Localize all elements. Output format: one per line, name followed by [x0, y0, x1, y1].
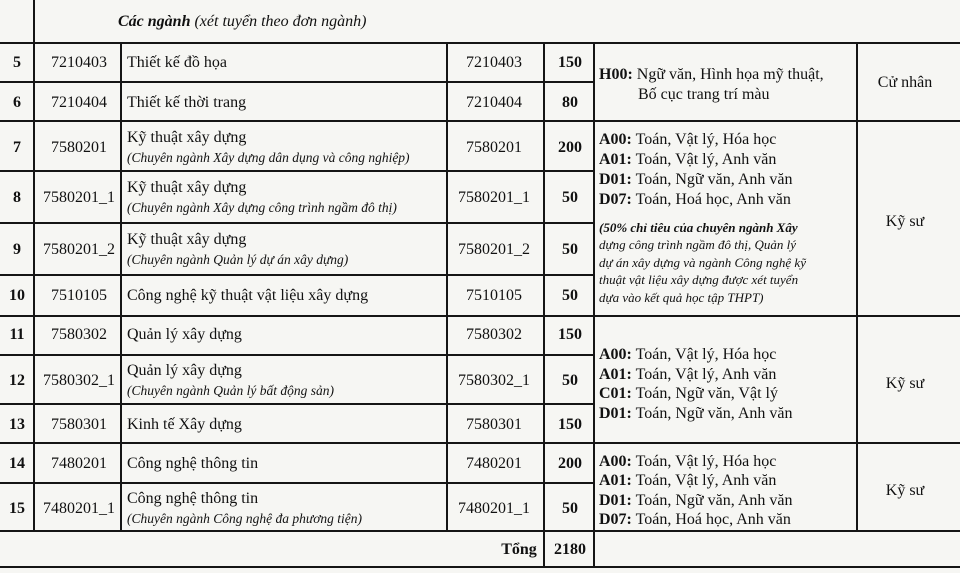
rule [0, 81, 594, 83]
combo-line [638, 85, 770, 105]
row-code2: 7210403 [466, 54, 522, 71]
rule [120, 42, 122, 530]
section-title [118, 12, 367, 32]
combo-line [599, 491, 792, 511]
combo-code: D01: [599, 171, 632, 188]
row-stt: 11 [9, 326, 25, 343]
combo-code: C01: [599, 385, 632, 402]
row-stt: 8 [13, 189, 21, 206]
combo-line [599, 190, 791, 210]
row-code: 7580301 [51, 416, 107, 433]
combo-subjects: Toán, Hoá học, Anh văn [635, 511, 791, 528]
row-name: Kỹ thuật xây dựng [127, 129, 247, 146]
combo-code: A01: [599, 472, 632, 489]
rule [0, 354, 594, 356]
rule [446, 42, 448, 530]
row-code2: 7580201 [466, 139, 522, 156]
combo-subjects: Toán, Hoá học, Anh văn [635, 191, 791, 208]
combo-line [599, 365, 776, 385]
degree-label: Kỹ sư [885, 482, 925, 499]
row-code: 7580201_2 [43, 241, 115, 258]
section-title-label: Các ngành [118, 13, 191, 30]
combo-line [599, 452, 776, 472]
rule [0, 566, 960, 568]
combo-subjects: Toán, Vật lý, Hóa học [635, 346, 777, 363]
row-quota: 150 [558, 54, 582, 71]
combo-code: A00: [599, 131, 632, 148]
row-quota: 50 [562, 372, 578, 389]
row-stt: 15 [9, 500, 25, 517]
combo-subjects: Toán, Ngữ văn, Anh văn [635, 405, 793, 422]
row-name: Kỹ thuật xây dựng [127, 231, 247, 248]
section-subtitle: (xét tuyển theo đơn ngành) [194, 13, 367, 30]
combo-line [599, 510, 791, 530]
row-stt: 12 [9, 372, 25, 389]
rule [593, 42, 595, 567]
row-name: Thiết kế đồ họa [127, 54, 227, 71]
combo-line [599, 170, 792, 190]
row-code: 7580201 [51, 139, 107, 156]
total-value: 2180 [554, 541, 586, 558]
rule [0, 315, 960, 317]
row-name: Công nghệ kỹ thuật vật liệu xây dựng [127, 287, 369, 304]
row-quota: 150 [558, 326, 582, 343]
note-line: (50% chỉ tiêu của chuyên ngành Xây [599, 220, 798, 235]
row-stt: 13 [9, 416, 25, 433]
rule [0, 170, 594, 172]
combo-subjects: Toán, Ngữ văn, Vật lý [635, 385, 778, 402]
row-sub: (Chuyên ngành Quản lý dự án xây dựng) [127, 252, 349, 267]
combo-code: H00: [599, 66, 633, 83]
combo-code: D01: [599, 492, 632, 509]
combo-subjects: Toán, Ngữ văn, Anh văn [635, 492, 793, 509]
quota-note [599, 219, 798, 237]
combo-subjects: Toán, Vật lý, Anh văn [635, 151, 777, 168]
row-code: 7580201_1 [43, 189, 115, 206]
combo-line [599, 150, 776, 170]
degree-label: Kỹ sư [885, 213, 925, 230]
combo-line [599, 130, 776, 150]
rule [0, 403, 594, 405]
rule [0, 530, 960, 532]
rule [856, 42, 858, 530]
combo-subjects: Bố cục trang trí màu [638, 86, 770, 103]
row-sub: (Chuyên ngành Xây dựng dân dụng và công nghiệp) [127, 150, 410, 165]
row-stt: 14 [9, 455, 25, 472]
total-label: Tổng [501, 541, 537, 558]
row-sub: (Chuyên ngành Quản lý bất động sản) [127, 383, 334, 398]
combo-subjects: Toán, Vật lý, Hóa học [635, 131, 777, 148]
row-name: Kinh tế Xây dựng [127, 416, 242, 433]
row-stt: 10 [9, 287, 25, 304]
combo-line [599, 345, 776, 365]
row-code: 7210404 [51, 94, 107, 111]
combo-line [599, 65, 824, 85]
row-name: Công nghệ thông tin [127, 490, 259, 507]
combo-line [599, 471, 776, 491]
row-quota: 50 [562, 287, 578, 304]
row-code2: 7580201_2 [458, 241, 530, 258]
row-quota: 50 [562, 500, 578, 517]
row-sub: (Chuyên ngành Xây dựng công trình ngầm đô thị) [127, 200, 397, 215]
note-line: thuật vật liệu xây dựng được xét tuyển [599, 272, 799, 287]
row-stt: 7 [13, 139, 21, 156]
degree-label: Cử nhân [877, 74, 933, 91]
rule [0, 442, 960, 444]
combo-line [599, 404, 792, 424]
row-quota: 50 [562, 189, 578, 206]
row-code2: 7480201 [466, 455, 522, 472]
row-name: Quản lý xây dựng [127, 362, 242, 379]
combo-code: A00: [599, 453, 632, 470]
rule [0, 222, 594, 224]
row-code2: 7210404 [466, 94, 522, 111]
rule [33, 0, 35, 530]
row-code2: 7580302_1 [458, 372, 530, 389]
row-quota: 200 [558, 455, 582, 472]
rule [0, 42, 960, 44]
row-code2: 7480201_1 [458, 500, 530, 517]
row-sub: (Chuyên ngành Công nghệ đa phương tiện) [127, 511, 363, 526]
row-quota: 80 [562, 94, 578, 111]
row-code2: 7580302 [466, 326, 522, 343]
degree-label: Kỹ sư [885, 375, 925, 392]
row-code: 7580302_1 [43, 372, 115, 389]
row-code: 7510105 [51, 287, 107, 304]
note-line: dự án xây dựng và ngành Công nghệ kỹ [599, 255, 806, 270]
row-code: 7480201_1 [43, 500, 115, 517]
combo-subjects: Toán, Vật lý, Anh văn [635, 472, 777, 489]
combo-code: D01: [599, 405, 632, 422]
row-code: 7480201 [51, 455, 107, 472]
row-stt: 6 [13, 94, 21, 111]
rule [543, 42, 545, 567]
row-code: 7580302 [51, 326, 107, 343]
combo-subjects: Toán, Ngữ văn, Anh văn [635, 171, 793, 188]
row-quota: 150 [558, 416, 582, 433]
combo-code: D07: [599, 511, 632, 528]
note-line: dựa vào kết quả học tập THPT) [599, 290, 764, 305]
combo-subjects: Toán, Vật lý, Anh văn [635, 366, 777, 383]
combo-subjects: Ngữ văn, Hình họa mỹ thuật, [636, 66, 824, 83]
row-code2: 7580301 [466, 416, 522, 433]
combo-code: D07: [599, 191, 632, 208]
row-quota: 200 [558, 139, 582, 156]
combo-code: A01: [599, 366, 632, 383]
combo-subjects: Toán, Vật lý, Hóa học [635, 453, 777, 470]
row-code2: 7580201_1 [458, 189, 530, 206]
row-stt: 5 [13, 54, 21, 71]
row-code2: 7510105 [466, 287, 522, 304]
combo-line [599, 384, 778, 404]
row-name: Kỹ thuật xây dựng [127, 179, 247, 196]
row-code: 7210403 [51, 54, 107, 71]
combo-code: A01: [599, 151, 632, 168]
rule [0, 120, 960, 122]
row-name: Công nghệ thông tin [127, 455, 259, 472]
rule [0, 274, 594, 276]
note-line: dựng công trình ngầm đô thị, Quản lý [599, 237, 797, 252]
row-quota: 50 [562, 241, 578, 258]
row-name: Quản lý xây dựng [127, 326, 242, 343]
combo-code: A00: [599, 346, 632, 363]
row-name: Thiết kế thời trang [127, 94, 247, 111]
rule [0, 482, 594, 484]
row-stt: 9 [13, 241, 21, 258]
